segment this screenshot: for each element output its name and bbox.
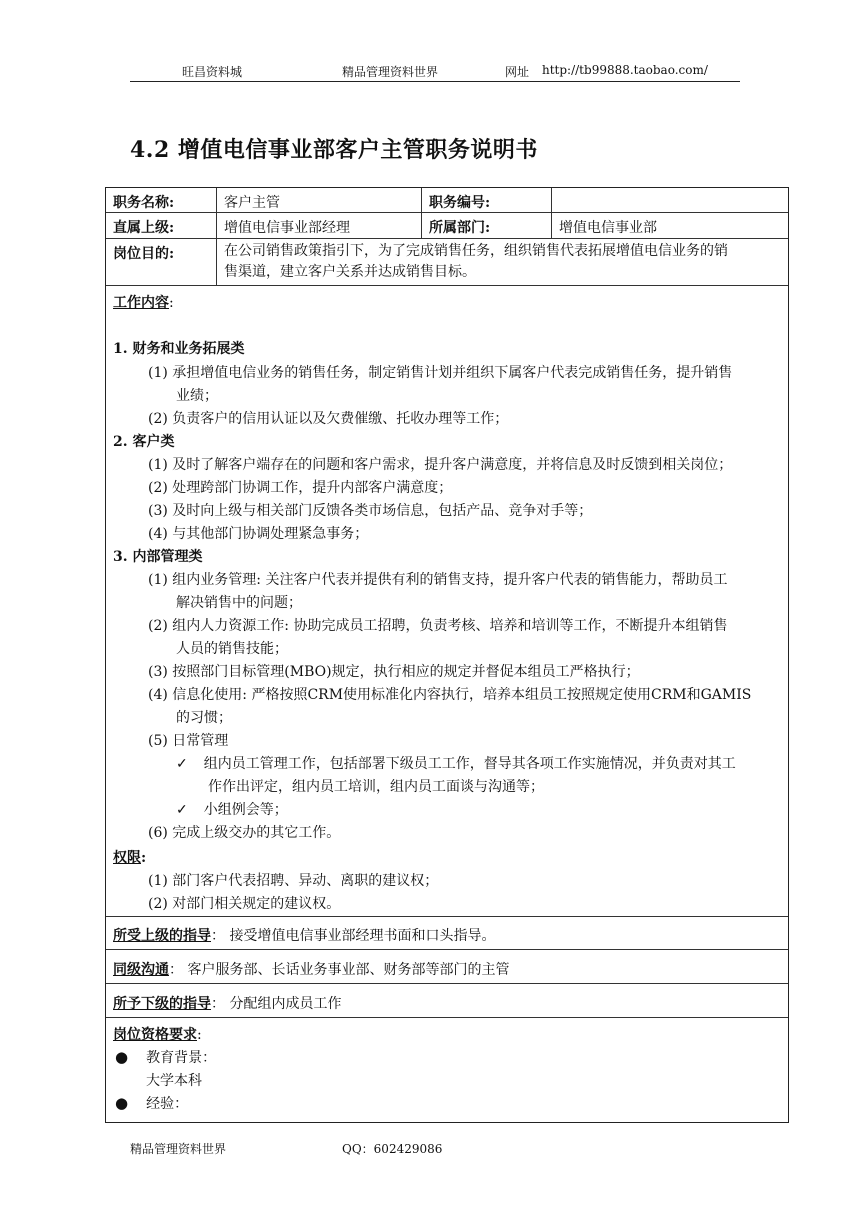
page-title: 4.2 增值电信事业部客户主管职务说明书 — [130, 137, 538, 163]
item-3-2b: 人员的销售技能； — [176, 641, 288, 657]
rights-item-2: (2) 对部门相关规定的建议权。 — [148, 896, 341, 912]
row-superior — [106, 213, 788, 239]
job-no-label: 职务编号: — [421, 188, 551, 212]
header-world: 精品管理资料世界 — [342, 65, 439, 79]
item-1-2: (2) 负责客户的信用认证以及欠费催缴、托收办理等工作； — [148, 411, 509, 427]
check-item-2-text: 小组例会等； — [203, 802, 288, 818]
dept-label: 所属部门: — [421, 213, 551, 238]
peer-line: 同级沟通： 客户服务部、长话业务事业部、财务部等部门的主管 — [113, 962, 510, 978]
peer-label: 同级沟通 — [113, 962, 169, 978]
superior-value: 增值电信事业部经理 — [216, 213, 421, 238]
item-1-1b: 业绩； — [176, 388, 218, 404]
job-name-value: 客户主管 — [216, 188, 421, 212]
item-3-3: (3) 按照部门目标管理(MBO)规定，执行相应的规定并督促本组员工严格执行； — [148, 664, 640, 680]
rights-label: 权限 — [113, 850, 141, 866]
check-item-2 — [176, 799, 288, 819]
check-item-1 — [176, 753, 736, 773]
edu-value: 大学本科 — [146, 1073, 202, 1089]
item-2-3: (3) 及时向上级与相关部门反馈各类市场信息，包括产品、竞争对手等； — [148, 503, 593, 519]
bullet-icon: ● — [115, 1094, 129, 1112]
purpose-value — [216, 239, 788, 285]
item-3-6: (6) 完成上级交办的其它工作。 — [148, 825, 341, 841]
row-guidance — [106, 917, 788, 950]
row-job-name — [106, 188, 788, 213]
footer-world: 精品管理资料世界 — [130, 1142, 227, 1156]
section-finance: 1. 财务和业务拓展类 — [113, 341, 245, 357]
check-item-1b: 作作出评定，组内员工培训，组内员工面谈与沟通等； — [208, 779, 544, 795]
purpose-line-1: 在公司销售政策指引下，为了完成销售任务，组织销售代表拓展增值电信业务的销 — [224, 243, 728, 259]
item-2-1: (1) 及时了解客户端存在的问题和客户需求，提升客户满意度，并将信息及时反馈到相关岗位； — [148, 457, 733, 473]
edu-label: 教育背景： — [146, 1050, 217, 1066]
item-3-1b: 解决销售中的问题； — [176, 595, 302, 611]
job-name-label: 职务名称: — [113, 195, 175, 211]
check-icon: ✓ — [176, 802, 188, 818]
page-header — [130, 63, 740, 82]
footer-qq: QQ：602429086 — [342, 1142, 443, 1156]
guidance-text: 接受增值电信事业部经理书面和口头指导。 — [229, 928, 496, 944]
header-site-url[interactable]: http://tb99888.taobao.com/ — [542, 63, 708, 77]
subordinate-text: 分配组内成员工作 — [229, 996, 342, 1012]
header-shop: 旺昌资料城 — [182, 65, 243, 79]
rights-label-wrap: 权限: — [113, 850, 147, 866]
purpose-line-2: 售渠道，建立客户关系并达成销售目标。 — [224, 264, 476, 280]
work-label-wrap: 工作内容: — [113, 295, 174, 311]
subordinate-line: 所予下级的指导： 分配组内成员工作 — [113, 996, 342, 1012]
item-2-4: (4) 与其他部门协调处理紧急事务； — [148, 526, 369, 542]
row-subordinate — [106, 984, 788, 1018]
section-internal: 3. 内部管理类 — [113, 549, 203, 565]
item-3-4a: (4) 信息化使用: 严格按照CRM使用标准化内容执行，培养本组员工按照规定使用CRM和GAMIS — [148, 687, 752, 703]
check-icon: ✓ — [176, 756, 188, 772]
item-3-2a: (2) 组内人力资源工作: 协助完成员工招聘，负责考核、培养和培训等工作，不断提升本组销售 — [148, 618, 728, 634]
item-3-5: (5) 日常管理 — [148, 733, 229, 749]
item-2-2: (2) 处理跨部门协调工作，提升内部客户满意度； — [148, 480, 453, 496]
qualification-label-wrap: 岗位资格要求: — [113, 1027, 202, 1043]
item-1-1a: (1) 承担增值电信业务的销售任务，制定销售计划并组织下属客户代表完成销售任务，提升销售 — [148, 365, 733, 381]
item-3-4b: 的习惯； — [176, 710, 232, 726]
section-customer: 2. 客户类 — [113, 434, 175, 450]
exp-line — [115, 1093, 188, 1113]
header-site-label: 网址 — [505, 65, 530, 79]
row-peer — [106, 950, 788, 984]
subordinate-label: 所予下级的指导 — [113, 996, 211, 1012]
exp-label: 经验： — [146, 1096, 189, 1112]
guidance-line: 所受上级的指导： 接受增值电信事业部经理书面和口头指导。 — [113, 928, 496, 944]
purpose-label: 岗位目的: — [113, 246, 175, 262]
qualification-label: 岗位资格要求 — [113, 1027, 197, 1043]
job-description-table — [105, 187, 789, 1123]
dept-value: 增值电信事业部 — [551, 213, 788, 238]
edu-line — [115, 1047, 216, 1067]
guidance-label: 所受上级的指导 — [113, 928, 211, 944]
superior-label: 直属上级: — [113, 220, 175, 236]
row-work-content — [106, 286, 788, 917]
item-3-1a: (1) 组内业务管理: 关注客户代表并提供有利的销售支持，提升客户代表的销售能力，帮助员工 — [148, 572, 728, 588]
bullet-icon: ● — [115, 1048, 129, 1066]
peer-text: 客户服务部、长话业务事业部、财务部等部门的主管 — [187, 962, 510, 978]
row-purpose — [106, 239, 788, 286]
check-item-1a: 组内员工管理工作，包括部署下级员工工作，督导其各项工作实施情况，并负责对其工 — [203, 756, 736, 772]
job-no-value — [551, 188, 788, 212]
work-label: 工作内容 — [113, 295, 169, 311]
rights-item-1: (1) 部门客户代表招聘、异动、离职的建议权； — [148, 873, 439, 889]
